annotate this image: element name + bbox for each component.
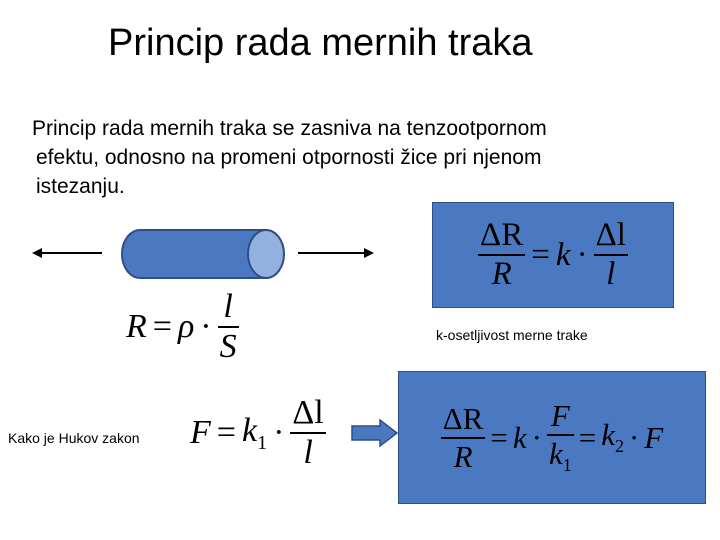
block-arrow-icon (350, 418, 400, 448)
formula-symbol: F (644, 419, 664, 455)
left-arrow-icon (32, 248, 102, 258)
subscript: 1 (562, 455, 572, 476)
paragraph-line-1: Princip rada mernih traka se zasniva na tenzootpornom (32, 117, 547, 140)
formula-symbol: · (531, 419, 542, 455)
hooke-formula (190, 394, 326, 472)
fraction (218, 288, 239, 366)
intro-paragraph (32, 114, 632, 201)
numerator: ΔR (442, 400, 484, 436)
formula-symbol: F (190, 414, 211, 451)
denominator (547, 436, 574, 476)
denominator: S (219, 328, 237, 365)
numerator: Δl (292, 394, 324, 431)
strain-formula (478, 217, 628, 293)
fraction (441, 401, 486, 475)
fraction (478, 217, 525, 293)
fraction (290, 394, 325, 472)
denominator: l (303, 434, 313, 471)
strain-formula-box (432, 202, 674, 308)
formula-symbol: · (576, 236, 588, 273)
formula-symbol: · (200, 308, 212, 345)
formula-symbol: = (578, 419, 597, 455)
right-arrow-icon (298, 248, 374, 258)
k1-term (242, 412, 267, 455)
slide-title: Princip rada mernih traka (108, 22, 533, 64)
numerator: F (550, 398, 570, 434)
formula-symbol: k (241, 411, 258, 449)
sensitivity-caption: k-osetljivost merne trake (436, 327, 588, 343)
cylinder-icon (122, 230, 284, 278)
resistance-formula (126, 288, 239, 366)
formula-symbol: = (490, 419, 508, 455)
denominator: R (453, 438, 473, 474)
wire-stretch-diagram (28, 222, 378, 292)
formula-symbol: R (126, 308, 147, 345)
fraction (547, 398, 574, 476)
result-formula-box (398, 371, 706, 504)
denominator: R (491, 256, 512, 292)
subscript: 1 (257, 431, 268, 454)
result-formula (441, 398, 663, 476)
formula-symbol: = (531, 236, 550, 273)
fraction (594, 217, 628, 293)
formula-symbol: = (216, 414, 236, 451)
numerator: Δl (595, 217, 626, 253)
formula-symbol: · (273, 414, 285, 451)
paragraph-line-3: istezanju. (36, 175, 125, 198)
hooke-caption: Kako je Hukov zakon (8, 430, 140, 446)
formula-symbol: k (555, 236, 571, 273)
formula-symbol: k (548, 436, 563, 472)
formula-symbol: k (601, 417, 615, 453)
k2-term (601, 417, 624, 457)
denominator: l (606, 256, 616, 292)
numerator: l (223, 288, 233, 325)
numerator: ΔR (480, 217, 524, 253)
subscript: 2 (614, 436, 624, 457)
formula-symbol: · (628, 419, 640, 455)
formula-symbol: k (512, 419, 527, 455)
formula-symbol: ρ (177, 308, 195, 345)
formula-symbol: = (152, 308, 172, 345)
paragraph-line-2: efektu, odnosno na promeni otpornosti žice pri njenom (36, 146, 542, 169)
